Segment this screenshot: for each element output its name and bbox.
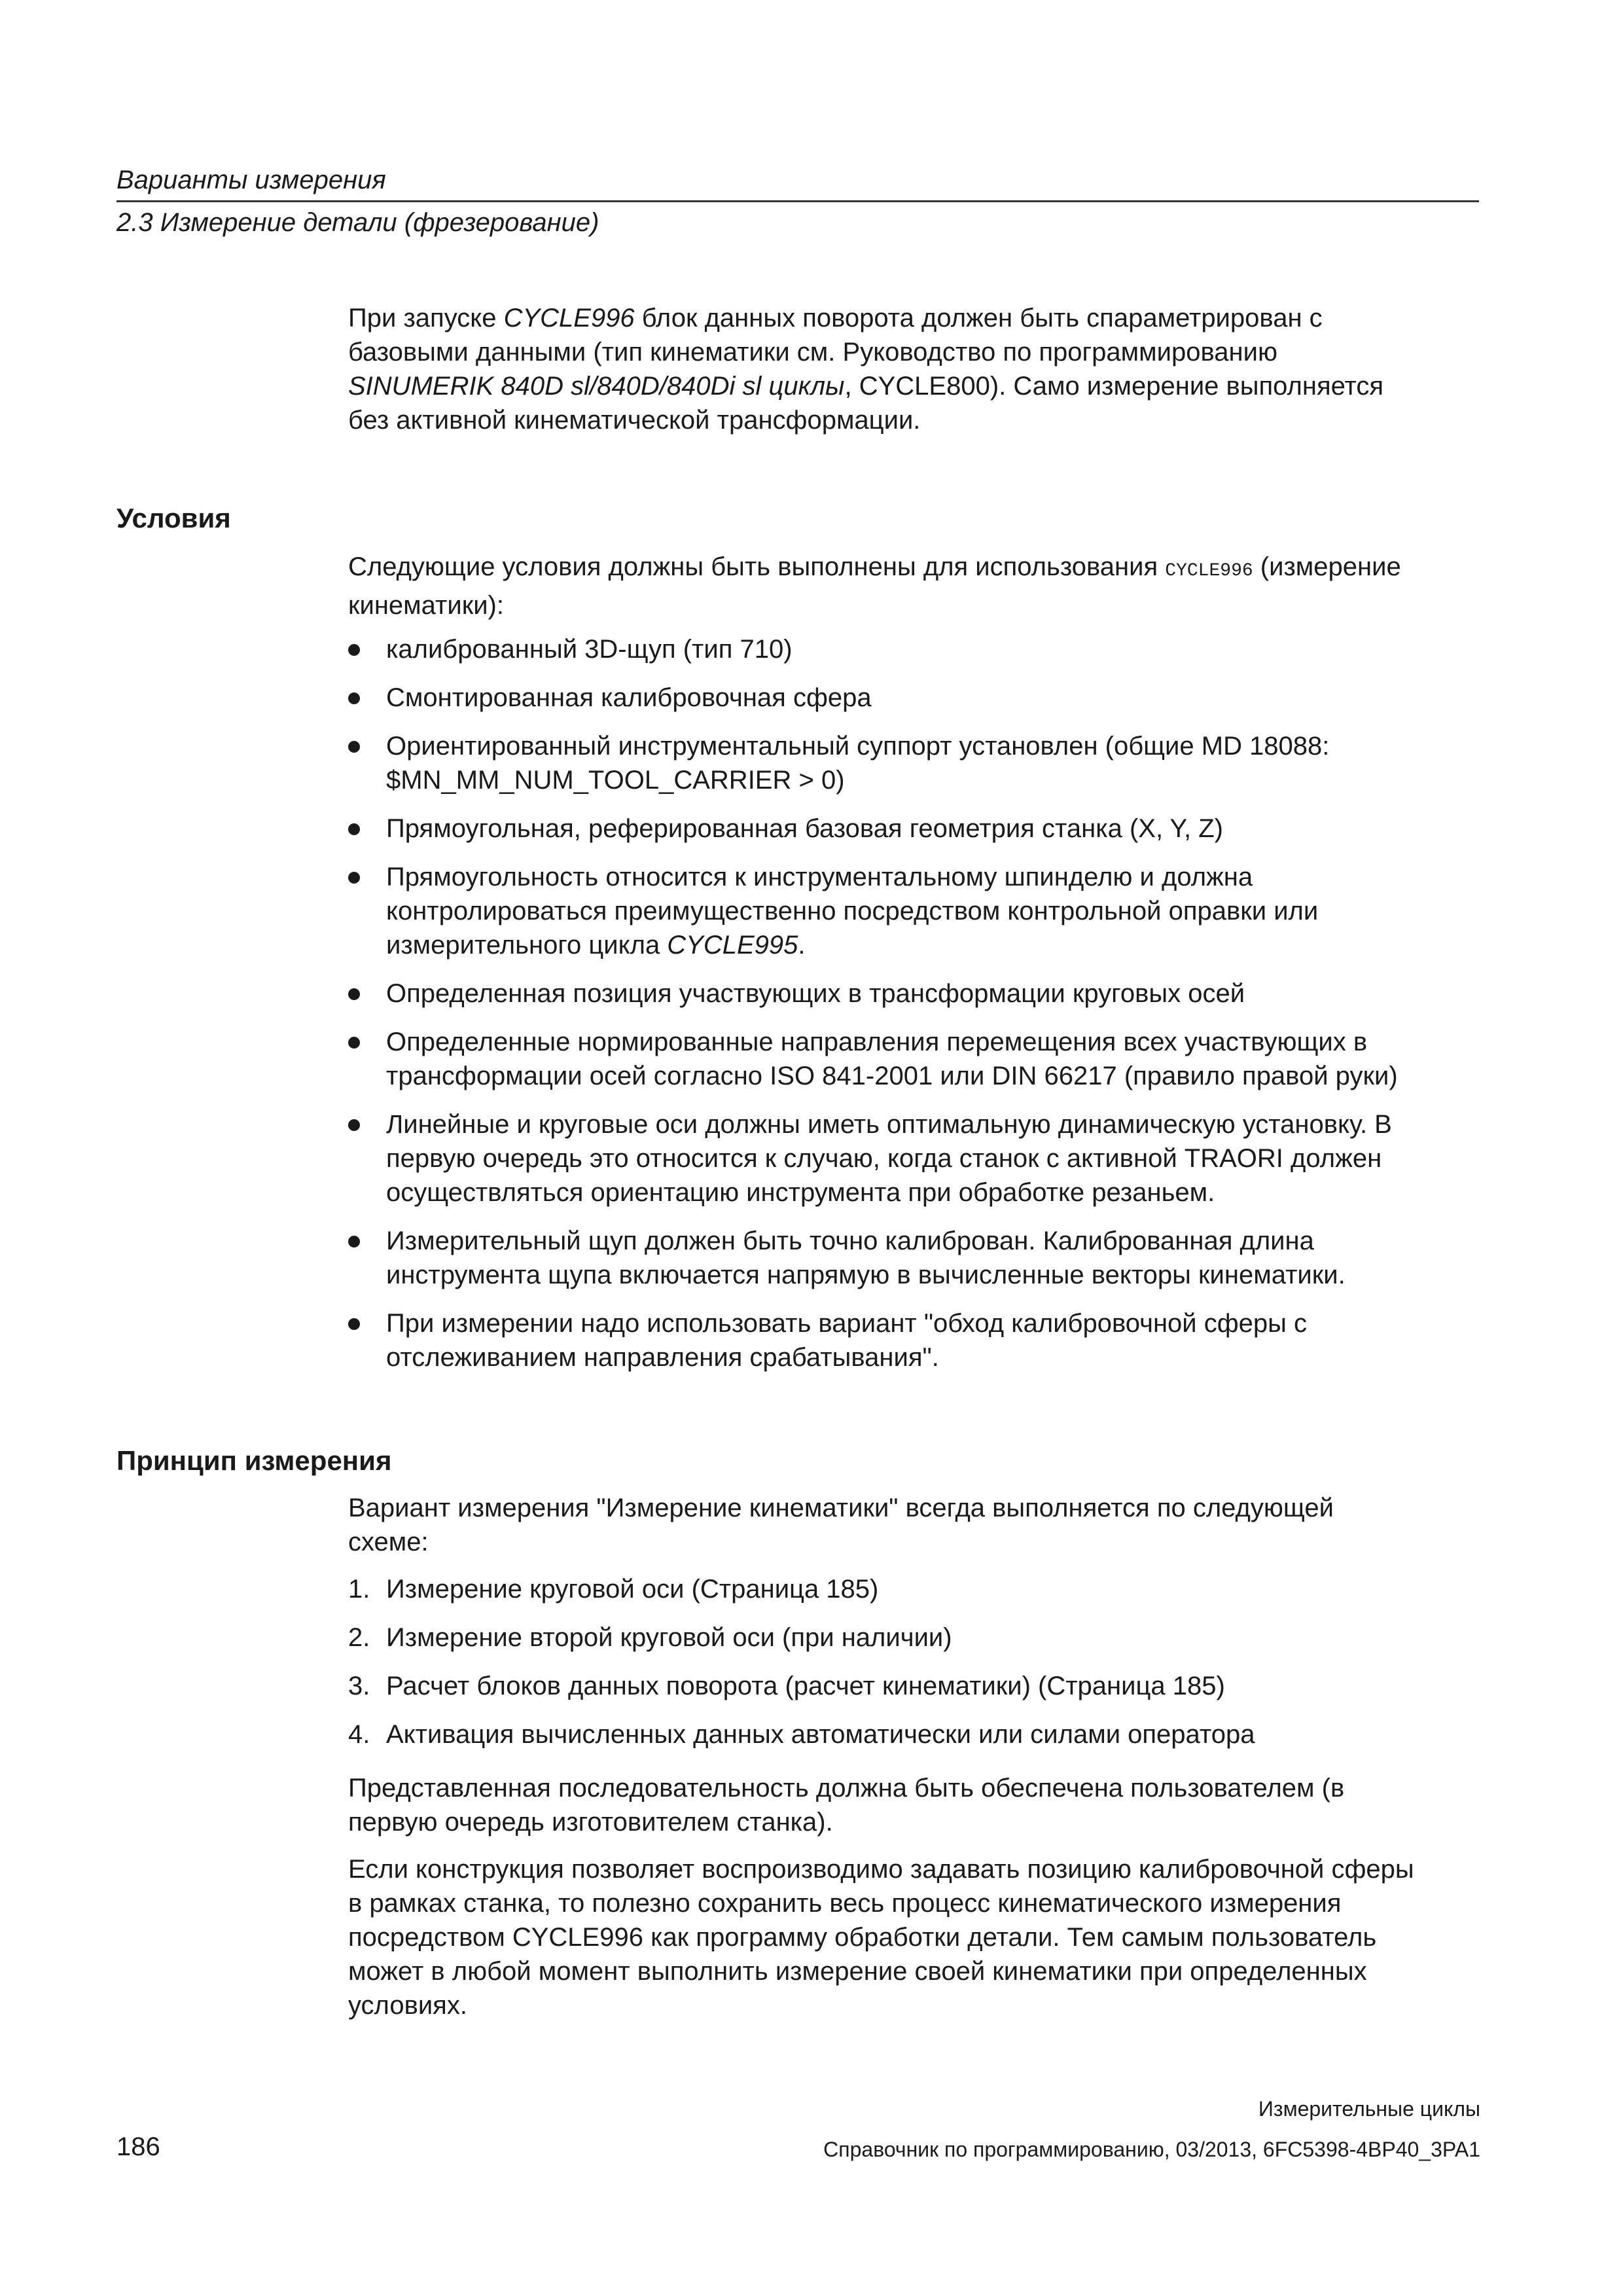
condition-item-line: трансформации осей согласно ISO 841-2001 или DIN 66217 (правило правой руки) (386, 1062, 1398, 1090)
condition-item (348, 1107, 1398, 1210)
condition-item-line: отслеживанием направления срабатывания". (386, 1343, 939, 1372)
condition-item (348, 1306, 1398, 1374)
step-text: Измерение круговой оси (Страница 185) (386, 1575, 879, 1604)
principle-lead-line: схеме: (348, 1528, 429, 1556)
condition-item-line: первую очередь это относится к случаю, когда станок с активной TRAORI должен (386, 1144, 1382, 1173)
bullet-icon (348, 644, 360, 656)
step-item (348, 1621, 1255, 1655)
bullet-icon (348, 1037, 360, 1049)
conditions-lead (348, 550, 1401, 622)
step-item (348, 1669, 1255, 1703)
condition-item-line: осуществляться ориентацию инструмента при обработке резаньем. (386, 1178, 1215, 1207)
principle-paragraph-2 (348, 1852, 1414, 2022)
footer-document-reference: Справочник по программированию, 03/2013, 6FC5398-4BP40_3PA1 (823, 2138, 1480, 2161)
step-item (348, 1717, 1255, 1751)
step-item (348, 1572, 1255, 1606)
conditions-lead-code: CYCLE996 (1165, 561, 1253, 581)
condition-item-line: При измерении надо использовать вариант "обход калибровочной сферы с (386, 1309, 1308, 1338)
step-number: 3. (348, 1672, 370, 1700)
step-number: 2. (348, 1623, 370, 1652)
intro-text: При запуске (348, 304, 504, 332)
condition-item (348, 977, 1398, 1011)
condition-item-text: . (798, 931, 806, 960)
condition-item (348, 1025, 1398, 1093)
condition-item (348, 812, 1398, 846)
bullet-icon (348, 1236, 360, 1247)
bullet-icon (348, 692, 360, 704)
condition-item (348, 860, 1398, 962)
condition-item (348, 681, 1398, 715)
paragraph-line: первую очередь изготовителем станка). (348, 1808, 833, 1837)
condition-item-cycle-name: CYCLE995 (667, 931, 798, 960)
condition-item-text: измерительного цикла (386, 931, 668, 960)
intro-text: блок данных поворота должен быть спараметрирован с (634, 304, 1323, 332)
conditions-heading: Условия (116, 503, 231, 533)
condition-item-line: Определенная позиция участвующих в трансформации круговых осей (386, 979, 1245, 1008)
running-header-chapter: Варианты измерения (116, 166, 386, 194)
paragraph-line: Представленная последовательность должна быть обеспечена пользователем (в (348, 1774, 1345, 1803)
paragraph-line: условиях. (348, 1991, 467, 2020)
condition-item (348, 1224, 1398, 1292)
conditions-list (348, 632, 1398, 1389)
conditions-lead-text: (измерение (1253, 552, 1401, 581)
running-header-section: 2.3 Измерение детали (фрезерование) (116, 208, 599, 237)
principle-lead (348, 1491, 1334, 1559)
paragraph-line: посредством CYCLE996 как программу обработки детали. Тем самым пользователь (348, 1923, 1377, 1952)
condition-item-line: Определенные нормированные направления перемещения всех участвующих в (386, 1028, 1368, 1056)
bullet-icon (348, 1119, 360, 1131)
condition-item-line: калиброванный 3D-щуп (тип 710) (386, 635, 793, 664)
intro-line: без активной кинематической трансформации. (348, 406, 921, 435)
intro-cycle-name: CYCLE996 (503, 304, 635, 332)
paragraph-line: в рамках станка, то полезно сохранить весь процесс кинематического измерения (348, 1889, 1342, 1918)
intro-reference: SINUMERIK 840D sl/840D/840Di sl циклы (348, 372, 845, 401)
condition-item-line: Смонтированная калибровочная сфера (386, 683, 872, 712)
step-text: Расчет блоков данных поворота (расчет кинематики) (Страница 185) (386, 1672, 1225, 1700)
intro-text: , CYCLE800). Само измерение выполняется (844, 372, 1384, 401)
condition-item (348, 729, 1398, 797)
condition-item-line: Линейные и круговые оси должны иметь оптимальную динамическую установку. В (386, 1110, 1392, 1139)
principle-paragraph-1 (348, 1771, 1344, 1839)
condition-item-line (386, 928, 1398, 962)
header-rule (116, 200, 1479, 202)
step-text: Активация вычисленных данных автоматически или силами оператора (386, 1720, 1255, 1749)
page-number: 186 (116, 2132, 160, 2161)
step-number: 4. (348, 1720, 370, 1749)
principle-heading: Принцип измерения (116, 1445, 392, 1476)
footer-manual-title: Измерительные циклы (1258, 2097, 1480, 2121)
condition-item-line: Измерительный щуп должен быть точно калиброван. Калиброванная длина (386, 1227, 1314, 1255)
conditions-lead-line: кинематики): (348, 591, 504, 620)
condition-item-line: контролироваться преимущественно посредством контрольной оправки или (386, 897, 1319, 925)
bullet-icon (348, 988, 360, 1000)
condition-item-line: $MN_MM_NUM_TOOL_CARRIER > 0) (386, 766, 845, 795)
condition-item-line: Ориентированный инструментальный суппорт установлен (общие MD 18088: (386, 732, 1330, 761)
step-text: Измерение второй круговой оси (при наличии) (386, 1623, 952, 1652)
conditions-lead-text: Следующие условия должны быть выполнены для использования (348, 552, 1166, 581)
step-number: 1. (348, 1575, 370, 1604)
condition-item (348, 632, 1398, 666)
paragraph-line: Если конструкция позволяет воспроизводимо задавать позицию калибровочной сферы (348, 1855, 1414, 1884)
condition-item-line: инструмента щупа включается напрямую в вычисленные векторы кинематики. (386, 1261, 1346, 1289)
bullet-icon (348, 1318, 360, 1330)
intro-paragraph (348, 301, 1383, 437)
bullet-icon (348, 872, 360, 884)
principle-steps (348, 1572, 1255, 1766)
condition-item-line: Прямоугольность относится к инструментальному шпинделю и должна (386, 863, 1253, 891)
bullet-icon (348, 741, 360, 753)
condition-item-line: Прямоугольная, реферированная базовая геометрия станка (X, Y, Z) (386, 814, 1223, 843)
bullet-icon (348, 823, 360, 835)
intro-line: базовыми данными (тип кинематики см. Руководство по программированию (348, 338, 1277, 367)
paragraph-line: может в любой момент выполнить измерение своей кинематики при определенных (348, 1957, 1367, 1986)
principle-lead-line: Вариант измерения "Измерение кинематики" всегда выполняется по следующей (348, 1494, 1334, 1522)
